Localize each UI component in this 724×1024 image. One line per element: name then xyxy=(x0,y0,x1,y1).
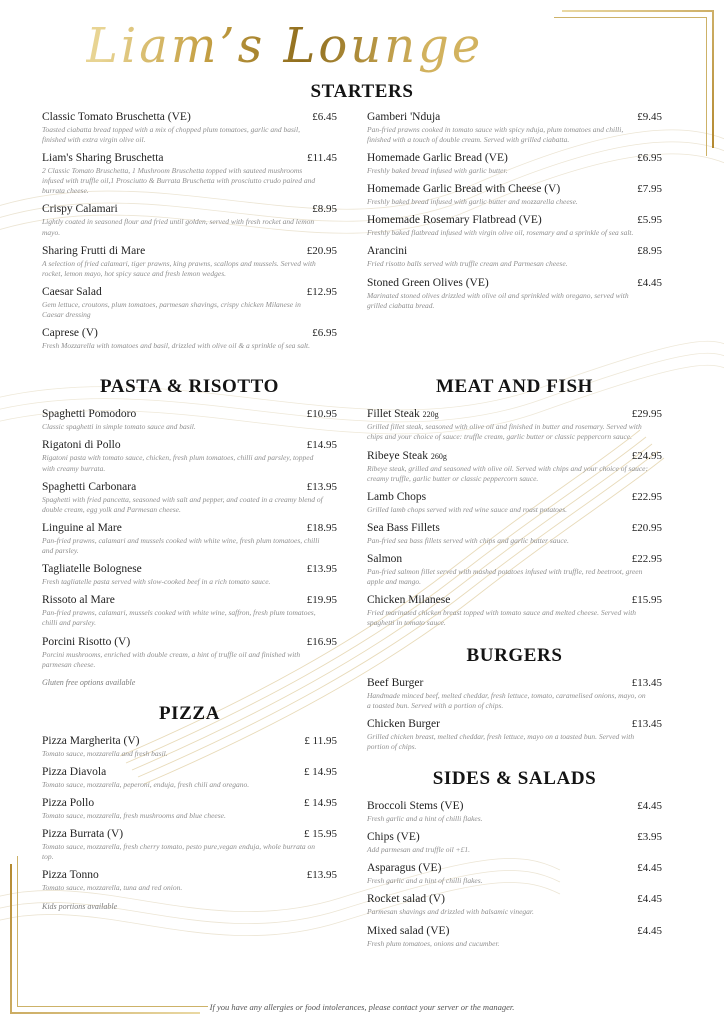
menu-item xyxy=(42,766,337,790)
item-name: Rissoto al Mare xyxy=(42,594,115,607)
item-row xyxy=(42,522,337,534)
menu-item xyxy=(367,553,662,587)
menu-item xyxy=(367,831,662,855)
kids-portions-note: Kids portions available xyxy=(42,901,118,911)
item-row xyxy=(367,491,662,503)
item-row xyxy=(367,245,662,257)
item-description: Fresh garlic and a hint of chilli flakes. xyxy=(367,814,483,824)
item-price: £12.95 xyxy=(306,285,337,298)
item-price: £13.95 xyxy=(306,563,337,576)
item-price: £7.95 xyxy=(637,183,662,196)
item-name: Porcini Risotto (V) xyxy=(42,635,131,648)
item-row xyxy=(367,214,662,226)
item-price: £22.95 xyxy=(631,553,662,566)
item-price: £18.95 xyxy=(306,521,337,534)
menu-item xyxy=(367,214,662,238)
item-weight: 220g xyxy=(422,410,439,420)
item-description: Pan-fried prawns cooked in tomato sauce with spicy nduja, plum tomatoes and chilli, finished with a touch of double cream. Served with grilled ciabatta. xyxy=(367,124,624,144)
item-description: Toasted ciabatta bread topped with a mix of chopped plum tomatoes, garlic and basil, finished with extra virgin olive oil. xyxy=(42,124,300,144)
item-row xyxy=(367,718,662,730)
item-price: £13.95 xyxy=(306,869,337,882)
item-name: Chicken Burger xyxy=(367,717,440,730)
menu-item xyxy=(367,893,662,917)
gluten-free-note: Gluten free options available xyxy=(42,677,136,687)
item-price: £8.95 xyxy=(637,245,662,258)
item-price: £10.95 xyxy=(306,408,337,421)
item-price: £20.95 xyxy=(631,521,662,534)
item-price: £ 15.95 xyxy=(304,828,337,841)
item-price: £11.45 xyxy=(307,152,337,165)
item-description: Tomato sauce, mozzarella, tuna and red onion. xyxy=(42,883,183,893)
starters-left-column xyxy=(42,111,337,359)
menu-item xyxy=(42,152,337,196)
menu-item xyxy=(367,111,662,145)
section-title-meat: MEAT AND FISH xyxy=(435,376,593,398)
item-row xyxy=(42,828,337,840)
item-description: Fried marinated chicken breast topped with tomato sauce and melted cheese. Served with spaghetti in tomato sauce. xyxy=(367,608,637,628)
item-name: Salmon xyxy=(367,553,403,566)
item-row xyxy=(42,111,337,123)
menu-item xyxy=(42,636,337,670)
menu-item xyxy=(367,522,662,546)
menu-item xyxy=(42,439,337,473)
menu-item xyxy=(42,327,337,351)
item-price: £4.45 xyxy=(637,924,662,937)
menu-item xyxy=(367,491,662,515)
left-column xyxy=(42,360,337,912)
item-description: Fresh plum tomatoes, onions and cucumber. xyxy=(367,938,500,948)
menu-item xyxy=(42,828,337,862)
item-name xyxy=(367,408,439,420)
item-name: Spaghetti Pomodoro xyxy=(42,408,137,421)
item-description: Add parmesan and truffle oil +£1. xyxy=(367,845,470,855)
item-description: Freshly baked bread infused with garlic butter and mozzarella cheese. xyxy=(367,197,578,207)
item-description: Spaghetti with fried pancetta, seasoned with salt and pepper, and coated in a creamy blend of double cream, egg yolk and Parmesan cheese. xyxy=(42,494,323,514)
menu-item xyxy=(42,408,337,432)
item-row xyxy=(367,831,662,843)
item-price: £9.45 xyxy=(637,110,662,123)
item-price: £ 14.95 xyxy=(304,797,337,810)
menu-item xyxy=(367,862,662,886)
item-description: Handmade minced beef, melted cheddar, fresh lettuce, tomato, caramelised onions, mayo, on a toasted bun. Served with a portion of chips. xyxy=(367,690,646,710)
item-price: £3.95 xyxy=(637,831,662,844)
item-price: £8.95 xyxy=(312,203,337,216)
item-row xyxy=(367,111,662,123)
item-description: Porcini mushrooms, enriched with double cream, a hint of truffle oil and finished with parmesan cheese. xyxy=(42,649,301,669)
item-description: 2 Classic Tomato Bruschetta, 1 Mushroom Bruschetta topped with sauteed mushrooms infused with truffle oil,1 Prosciutto & Burrata Bruschetta with prosciutto crudo paired and burrata cheese. xyxy=(42,166,316,196)
section-title-starters: STARTERS xyxy=(310,80,414,102)
item-price: £6.95 xyxy=(637,152,662,165)
item-row xyxy=(367,925,662,937)
menu-item xyxy=(42,563,337,587)
menu-item xyxy=(42,797,337,821)
item-row xyxy=(367,677,662,689)
item-row xyxy=(367,862,662,874)
item-name: Sharing Frutti di Mare xyxy=(42,244,146,257)
item-description: Fresh garlic and a hint of chilli flakes. xyxy=(367,876,483,886)
item-row xyxy=(42,563,337,575)
item-name: Lamb Chops xyxy=(367,490,427,503)
item-description: Freshly baked bread infused with garlic butter. xyxy=(367,166,508,176)
item-description: Tomato sauce, mozzarella, fresh mushrooms and blue cheese. xyxy=(42,811,226,821)
menu-item xyxy=(42,481,337,515)
item-price: £ 11.95 xyxy=(304,734,337,747)
item-price: £6.95 xyxy=(312,327,337,340)
section-title-burgers: BURGERS xyxy=(466,644,563,666)
item-description: Fresh Mozzarella with tomatoes and basil, drizzled with olive oil & a sprinkle of sea salt. xyxy=(42,341,310,351)
item-name: Tagliatelle Bolognese xyxy=(42,563,142,576)
item-name: Liam's Sharing Bruschetta xyxy=(42,152,164,165)
menu-item xyxy=(367,800,662,824)
item-name: Chips (VE) xyxy=(367,831,420,844)
item-name: Homemade Garlic Bread with Cheese (V) xyxy=(367,183,561,196)
item-description: Fried risotto balls served with truffle cream and Parmesan cheese. xyxy=(367,259,568,269)
item-description: Classic spaghetti in simple tomato sauce and basil. xyxy=(42,422,196,432)
item-price: £4.45 xyxy=(637,800,662,813)
item-row xyxy=(42,439,337,451)
item-row xyxy=(367,522,662,534)
right-column xyxy=(367,360,662,955)
menu-item xyxy=(42,869,337,893)
item-name-text: Ribeye Steak xyxy=(367,449,428,462)
menu-item xyxy=(367,450,662,484)
item-name: Rocket salad (V) xyxy=(367,893,445,906)
item-row xyxy=(42,286,337,298)
item-description: Pan-fried prawns, calamari, mussels cooked with white wine, saffron, fresh plum tomatoes, chilli and parsley. xyxy=(42,608,316,628)
item-row xyxy=(367,408,662,420)
item-name: Pizza Diavola xyxy=(42,765,107,778)
item-description: Pan-fried sea bass fillets served with chips and garlic butter sauce. xyxy=(367,535,569,545)
item-name: Sea Bass Fillets xyxy=(367,521,440,534)
item-description: Rigatoni pasta with tomato sauce, chicken, fresh plum tomatoes, chilli and parsley, topped with creamy burrata. xyxy=(42,453,314,473)
item-name: Gamberi 'Nduja xyxy=(367,110,441,123)
menu-item xyxy=(367,925,662,949)
item-name: Asparagus (VE) xyxy=(367,862,442,875)
menu-item xyxy=(367,277,662,311)
item-name: Chicken Milanese xyxy=(367,594,451,607)
item-name: Caprese (V) xyxy=(42,327,98,340)
item-row xyxy=(42,245,337,257)
item-description: Gem lettuce, croutons, plum tomatoes, parmesan shavings, crispy chicken Milanese in Caesar dressing xyxy=(42,299,301,320)
item-row xyxy=(42,327,337,339)
item-row xyxy=(42,481,337,493)
item-name xyxy=(367,450,447,462)
item-price: £22.95 xyxy=(631,490,662,503)
item-name: Homemade Garlic Bread (VE) xyxy=(367,152,508,165)
item-description: Parmesan shavings and drizzled with balsamic vinegar. xyxy=(367,907,534,917)
item-price: £15.95 xyxy=(631,594,662,607)
menu-item xyxy=(42,203,337,237)
item-price: £16.95 xyxy=(306,635,337,648)
item-price: £13.45 xyxy=(631,676,662,689)
item-row xyxy=(367,800,662,812)
item-name: Spaghetti Carbonara xyxy=(42,480,137,493)
item-description: Pan-fried salmon fillet served with mashed potatoes infused with truffle, red beetroot, green apple and mango. xyxy=(367,567,643,587)
item-row xyxy=(367,553,662,565)
menu-item xyxy=(42,245,337,279)
menu-item xyxy=(367,677,662,711)
item-description: Marinated stoned olives drizzled with olive oil and sprinkled with oregano, served with grilled ciabatta bread. xyxy=(367,290,629,310)
item-description: Tomato sauce, mozzarella, peperoni, enduja, fresh chili and oregano. xyxy=(42,779,250,789)
menu-item xyxy=(42,522,337,556)
item-description: Grilled chicken breast, melted cheddar, fresh lettuce, mayo on a toasted bun. Served with portion of chips. xyxy=(367,731,635,751)
item-row xyxy=(42,797,337,809)
starters-columns xyxy=(0,111,724,359)
item-description: A selection of fried calamari, tiger prawns, king prawns, scallops and mussels. Served with rocket, lemon mayo, hot spicy sauce and fresh lemon wedges. xyxy=(42,258,316,278)
menu-item xyxy=(367,718,662,752)
item-price: £5.95 xyxy=(637,214,662,227)
menu-item xyxy=(367,152,662,176)
item-description: Pan-fried prawns, calamari and mussels cooked with white wine, fresh plum tomatoes, chilli and parsley. xyxy=(42,535,320,556)
section-title-pasta: PASTA & RISOTTO xyxy=(100,376,279,398)
item-name: Pizza Tonno xyxy=(42,869,99,882)
item-name: Linguine al Mare xyxy=(42,521,122,534)
item-price: £20.95 xyxy=(306,244,337,257)
section-title-sides: SIDES & SALADS xyxy=(432,768,597,790)
item-price: £13.95 xyxy=(306,480,337,493)
item-row xyxy=(42,869,337,881)
menu-item xyxy=(42,111,337,145)
item-row xyxy=(42,594,337,606)
menu-item xyxy=(367,408,662,442)
item-price: £4.45 xyxy=(637,276,662,289)
item-price: £14.95 xyxy=(306,439,337,452)
item-row xyxy=(367,183,662,195)
item-row xyxy=(42,203,337,215)
item-description: Grilled lamb chops served with red wine sauce and roast potatoes. xyxy=(367,504,568,514)
item-price: £19.95 xyxy=(306,594,337,607)
item-name: Homemade Rosemary Flatbread (VE) xyxy=(367,214,542,227)
restaurant-name: Liam’s Lounge xyxy=(86,18,484,74)
item-name-text: Fillet Steak xyxy=(367,408,420,421)
menu-item xyxy=(367,183,662,207)
item-price: £ 14.95 xyxy=(304,765,337,778)
item-row xyxy=(367,893,662,905)
item-name: Mixed salad (VE) xyxy=(367,924,450,937)
main-columns xyxy=(0,360,724,955)
item-name: Pizza Margherita (V) xyxy=(42,734,140,747)
item-row xyxy=(367,277,662,289)
item-row xyxy=(367,152,662,164)
item-description: Lightly coated in seasoned flour and fried until golden, served with fresh rocket and lemon mayo. xyxy=(42,217,315,237)
menu-item xyxy=(42,594,337,628)
item-name: Broccoli Stems (VE) xyxy=(367,800,464,813)
item-description: Fresh tagliatelle pasta served with slow-cooked beef in a rich tomato sauce. xyxy=(42,577,271,587)
menu-item xyxy=(367,245,662,269)
item-weight: 260g xyxy=(430,451,447,461)
item-row xyxy=(367,594,662,606)
item-description: Freshly baked flatbread infused with virgin olive oil, rosemary and a sprinkle of sea salt. xyxy=(367,228,634,238)
item-row xyxy=(42,408,337,420)
item-name: Caesar Salad xyxy=(42,285,102,298)
item-name: Rigatoni di Pollo xyxy=(42,439,121,452)
starters-right-column xyxy=(367,111,662,318)
item-description: Tomato sauce, mozzarella and fresh basil. xyxy=(42,748,168,758)
section-title-pizza: PIZZA xyxy=(158,702,221,724)
allergy-notice: If you have any allergies or food intolerances, please contact your server or the manager. xyxy=(209,1002,515,1012)
item-row xyxy=(42,636,337,648)
menu-item xyxy=(42,286,337,320)
item-description: Tomato sauce, mozzarella, fresh cherry tomato, pesto pure,vegan enduja, whole burrata on top. xyxy=(42,842,316,862)
item-name: Beef Burger xyxy=(367,676,424,689)
item-row xyxy=(42,735,337,747)
item-price: £6.45 xyxy=(312,110,337,123)
brand-header xyxy=(0,0,724,73)
item-price: £13.45 xyxy=(631,717,662,730)
item-name: Stoned Green Olives (VE) xyxy=(367,276,489,289)
item-price: £4.45 xyxy=(637,862,662,875)
item-price: £24.95 xyxy=(631,449,662,462)
item-description: Ribeye steak, grilled and seasoned with olive oil. Served with chips and your choice of sauce: creamy truffle, garlic butter or classic peppercorn sauce. xyxy=(367,463,648,483)
menu-item xyxy=(367,594,662,628)
menu-item xyxy=(42,735,337,759)
item-row xyxy=(367,450,662,462)
item-name: Pizza Burrata (V) xyxy=(42,828,124,841)
item-price: £29.95 xyxy=(631,408,662,421)
item-name: Pizza Pollo xyxy=(42,797,95,810)
item-row xyxy=(42,152,337,164)
item-name: Crispy Calamari xyxy=(42,203,118,216)
item-row xyxy=(42,766,337,778)
item-price: £4.45 xyxy=(637,893,662,906)
item-description: Grilled fillet steak, seasoned with olive oil and finished in butter and rosemary. Served with chips and your choice of sauce: truffle cream, garlic butter or classic peppercorn sauce. xyxy=(367,422,642,442)
item-name: Classic Tomato Bruschetta (VE) xyxy=(42,110,191,123)
item-name: Arancini xyxy=(367,245,408,258)
